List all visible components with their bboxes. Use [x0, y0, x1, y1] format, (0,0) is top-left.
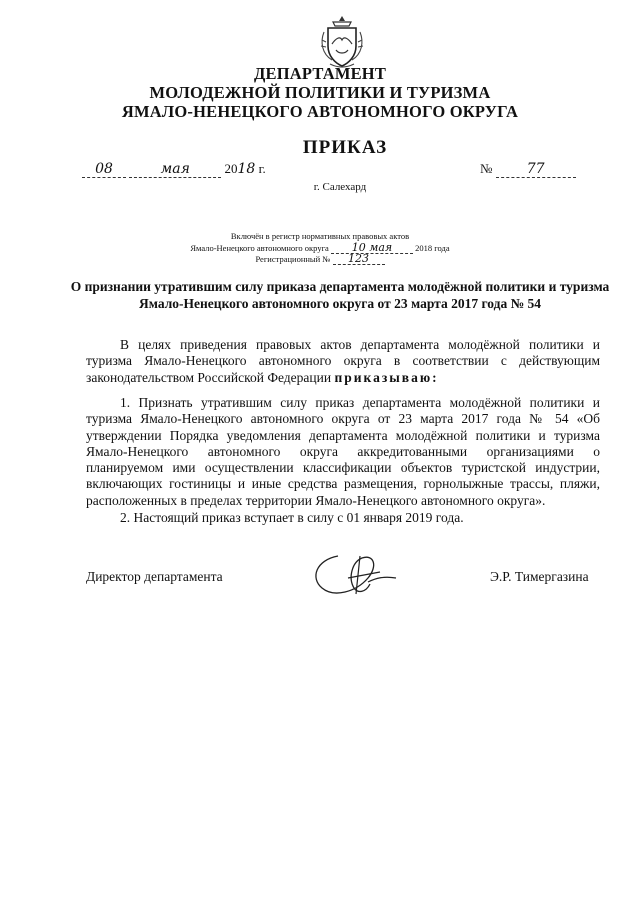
- order-item-2-text: 2. Настоящий приказ вступает в силу с 01 января 2019 года.: [120, 510, 464, 525]
- city-label: г. Салехард: [313, 181, 367, 193]
- date-year-g: г.: [258, 161, 266, 176]
- registry-line-3: [120, 253, 520, 265]
- order-item-2: [86, 510, 600, 526]
- order-title: ПРИКАЗ: [302, 137, 388, 158]
- registry-line-1: Включён в регистр нормативных правовых актов: [230, 231, 410, 241]
- handwritten-signature: [308, 548, 400, 600]
- department-title-line-1: ДЕПАРТАМЕНТ: [253, 64, 387, 83]
- date-month: мая: [129, 161, 221, 178]
- coat-of-arms-emblem: [318, 14, 366, 70]
- number-label: №: [480, 161, 493, 176]
- order-item-1-text: 1. Признать утратившим силу приказ департамента молодёжной политики и туризма Ямало-Ненецкого автономного округа от 23 марта 2017 года № 54 «Об утверждении Порядка уведомления департамента молодёжной политики и туризма Ямало-Ненецкого автономного округа аккредитованными организациями о планируемом ими осуществлении классификации объектов туристской индустрии, включающих гостиницы и иные средства размещения, горнолыжные трассы, пляжи, расположенных в пределах территории Ямало-Ненецкого автономного округа».: [86, 395, 600, 508]
- signatory-position: Директор департамента: [86, 569, 223, 584]
- department-title-line-3: ЯМАЛО-НЕНЕЦКОГО АВТОНОМНОГО ОКРУГА: [121, 102, 519, 121]
- preamble-text: В целях приведения правовых актов департамента молодёжной политики и туризма Ямало-Ненецкого автономного округа в соответствии с действующим законодательством Российской Федерации: [86, 337, 600, 385]
- department-title-line-2: МОЛОДЕЖНОЙ ПОЛИТИКИ И ТУРИЗМА: [149, 83, 491, 102]
- order-subject: О признании утратившим силу приказа департамента молодёжной политики и туризма Ямало-Ненецкого автономного округа от 23 марта 2017 года № 54: [70, 279, 610, 311]
- registry-number: 123: [333, 253, 385, 265]
- preamble-paragraph: [86, 337, 600, 386]
- order-number: [480, 161, 576, 178]
- registry-region: Ямало-Ненецкого автономного округа: [190, 243, 329, 253]
- date-year-prefix: 20: [224, 161, 238, 176]
- preamble-keyword: приказываю:: [334, 369, 439, 385]
- date-day: 08: [82, 161, 126, 178]
- registry-date: 10 мая: [331, 242, 413, 254]
- registry-year: 2018 года: [415, 243, 450, 253]
- signatory-name: Э.Р. Тимергазина: [490, 569, 589, 584]
- order-item-1: [86, 395, 600, 509]
- registry-number-label: Регистрационный №: [255, 254, 331, 264]
- date-year-suffix: 18: [237, 161, 256, 177]
- order-date: [82, 161, 266, 178]
- number-value: 77: [496, 161, 576, 178]
